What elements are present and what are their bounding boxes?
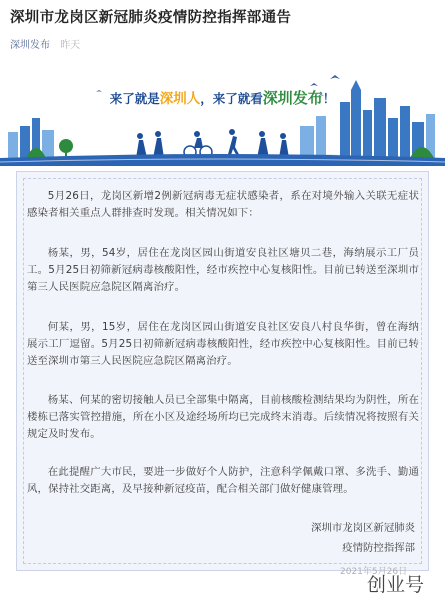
slogan-part-2: ，来了就看 [200, 91, 263, 106]
slogan-exclaim: ！ [322, 91, 336, 106]
notice-paragraph-3: 何某，男，15岁，居住在龙岗区园山街道安良社区安良八村良华街，曾在海纳展示工厂逗留。5月25日初筛新冠病毒核酸阳性，经市疾控中心复核阳性。目前已转送至深圳市第三人民医院应急院区隔离治疗。 [27, 321, 419, 367]
slogan-part-1: 来了就是 [109, 91, 160, 106]
notice-paragraph-2: 杨某，男，54岁，居住在龙岗区园山街道安良社区塘贝二巷，海纳展示工厂员工。5月25日初筛新冠病毒核酸阳性，经市疾控中心复核阳性。目前已转送至深圳市第三人民医院应急院区隔离治疗。 [27, 247, 419, 293]
banner-illustration [0, 70, 445, 166]
account-name-link[interactable]: 深圳发布 [10, 40, 50, 51]
notice-card [16, 171, 429, 571]
notice-signature-line-2: 疫情防控指挥部 [342, 542, 415, 554]
notice-paragraph-4: 杨某、何某的密切接触人员已全部集中隔离，目前核酸检测结果均为阴性，所在楼栋已落实管控措施，所在小区及途经场所均已完成终末消毒。后续情况将按照有关规定及时发布。 [27, 394, 419, 440]
watermark-text: 创业号 [367, 574, 425, 596]
article-meta [10, 39, 80, 52]
notice-paragraph-1: 5月26日，龙岗区新增2例新冠病毒无症状感染者，系在对境外输入关联无症状感染者相关重点人群排查时发现。相关情况如下： [27, 190, 419, 219]
article-title: 深圳市龙岗区新冠肺炎疫情防控指挥部通告 [10, 10, 292, 26]
banner-slogan [0, 87, 445, 108]
slogan-highlight-shenzhenren: 深圳人 [159, 91, 201, 107]
notice-signature-line-1: 深圳市龙岗区新冠肺炎 [311, 522, 415, 534]
slogan-highlight-brand: 深圳发布 [262, 89, 323, 107]
publish-time: 昨天 [60, 40, 81, 51]
notice-paragraph-5: 在此提醒广大市民，要进一步做好个人防护，注意科学佩戴口罩、多洗手、勤通风，保持社交距离，及早接种新冠疫苗，配合相关部门做好健康管理。 [27, 466, 419, 495]
notice-date: 2021年5月26日 [340, 567, 408, 577]
